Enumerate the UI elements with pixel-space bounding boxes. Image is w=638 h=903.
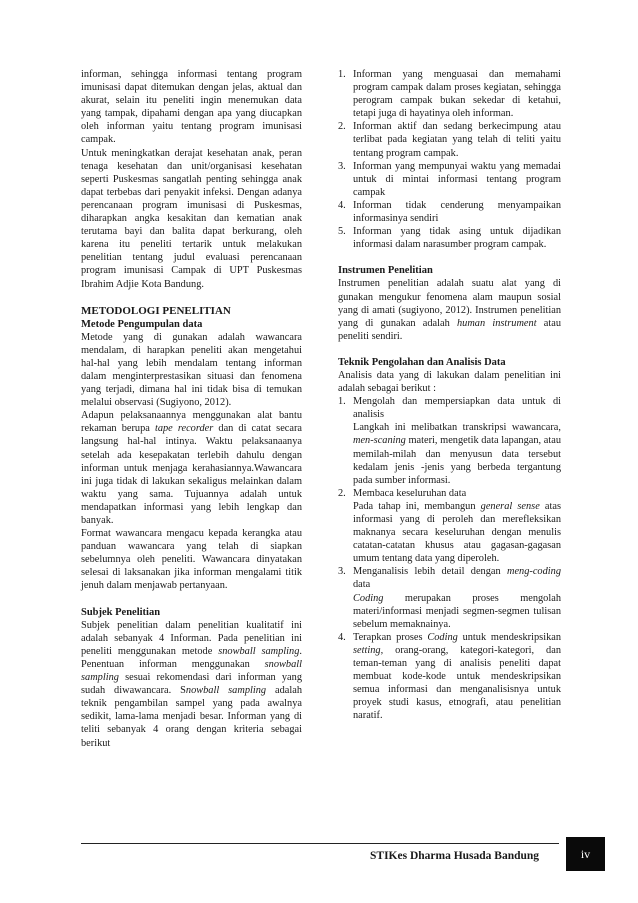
tape-recorder-term: tape recorder	[154, 423, 214, 435]
methodology-heading: METODOLOGI PENELITIAN	[81, 304, 231, 317]
list-item: 1. Informan yang menguasai dan memahami program campak dalam proses kegiatan, sehingga perogram campak bukan sekedar di ketahui, tetapi juga di hayatinya oleh informan.	[338, 69, 561, 120]
background-paragraph: Untuk meningkatkan derajat kesehatan anak, peran tenaga kesehatan dan unit/organisasi kesehatan seperti Puskesmas sangatlah penting sehingga anak dapat terbebas dari penyakit infeksi. Dengan adanya perencanaan program imunisasi di Puskesmas, diharapkan angka kesakitan dan kematian anak terutama bayi dan balita dapat berkurang, oleh karena itu peneliti tertarik untuk melakukan penelitian tentang judul evaluasi perencanaan program imunisasi Campak di UPT Puskesmas Ibrahim Adjie Kota Bandung.	[81, 147, 302, 290]
list-item: 4. Terapkan proses Coding untuk mendeskripsikan setting, orang-orang, kategori-kategori, dan teman-teman yang di analisis peneliti dapat membuat kode-kode untuk mendeskripsikan semua informasi dan menganalisisnya untuk proyek studi kasus, etnografi, atau penelitian naratif.	[338, 631, 562, 722]
footer-divider	[81, 843, 559, 844]
intro-paragraph: informan, sehingga informasi tentang program imunisasi dapat ditemukan dengan jelas, aktual dan akurat, selain itu peneliti ingin menemukan data yang tampak, dipahami dengan apa yang diucapkan oleh informan yaitu tentang program imunisasi campak.	[81, 69, 302, 146]
list-item: 5. Informan yang tidak asing untuk dijadikan informasi dalam narasumber program campak.	[338, 226, 561, 251]
list-item: 2. Informan aktif dan sedang berkecimpung atau terlibat pada kegiatan yang telah di teliti yaitu tentang program campak.	[338, 121, 561, 159]
method-paragraph-2: Adapun pelaksanaannya menggunakan alat bantu rekaman berupa tape recorder dan di catat secara langsung hal-hal intinya. Waktu pelaksanaanya setelah ada kesepakatan terlebih dahulu dengan informan untuk menjaga kerahasiannya.Wawancara ini juga tidak di lakukan sekaligus melainkan dalam waktu yang sama. Tujuannya adalah untuk mendapatkan informasi yang lebih lengkap dan banyak.	[81, 410, 303, 526]
list-item: 3. Menganalisis lebih detail dengan meng-coding data Coding merupakan proses mengolah materi/informasi menjadi segmen-segmen tulisan sebelum memaknainya.	[338, 566, 561, 630]
method-paragraph-1: Metode yang di gunakan adalah wawancara mendalam, di harapkan peneliti akan mengetahui hal-hal yang lebih mendalam tentang informan dalam menginterprestasikan situasi dan fenomena yang terjadi, dimana hal ini tidak bisa di temukan melalui observasi (Sugiyono, 2012).	[81, 331, 302, 409]
analysis-heading: Teknik Pengolahan dan Analisis Data	[338, 356, 506, 368]
instrument-paragraph: Instrumen penelitian adalah suatu alat yang di gunakan mengukur fenomena alam maupun sosial yang di amati (sugiyono, 2012). Instrumen penelitian yang di gunakan adalah human instrument atau peneliti sendiri.	[338, 278, 561, 342]
right-column	[338, 68, 561, 723]
informant-criteria-list	[338, 68, 561, 251]
list-item: 3. Informan yang mempunyai waktu yang memadai untuk di mintai informasi tentang program campak	[338, 160, 561, 198]
analysis-steps-list	[338, 395, 561, 722]
page-number: iv	[580, 846, 591, 861]
list-item: 2. Membaca keseluruhan data Pada tahap ini, membangun general sense atas informasi yang di peroleh dan merefleksikan maknanya secara keseluruhan dengan menulis catatan-catatan khusus atau gagasan-gagasan umum tentang data yang diperoleh.	[338, 487, 562, 565]
data-collection-heading: Metode Pengumpulan data	[81, 318, 203, 330]
analysis-intro: Analisis data yang di lakukan dalam penelitian ini adalah sebagai berikut :	[338, 369, 561, 395]
page-number-badge	[566, 837, 605, 871]
method-paragraph-3: Format wawancara mengacu kepada kerangka atau panduan wawancara yang telah di siapkan sebelumnya oleh peneliti. Wawancara dinyatakan selesai di laksanakan jika informan mengalami titik jenuh dalam menjawab pertanyaan.	[81, 528, 302, 592]
left-column	[81, 68, 302, 750]
subject-paragraph: Subjek penelitian dalam penelitian kualitatif ini adalah sebanyak 4 Informan. Pada penelitian ini peneliti menggunakan metode snowball sampling. Penentuan informan menggunakan snowball sampling sesuai rekomendasi dari informan yang sudah diwawancara. Snowball sampling adalah teknik pengambilan sampel yang pada awalnya sedikit, lama-lama menjadi besar. Informan yang di teliti sebanyak 4 orang dengan kriteria sebagai berikut	[81, 619, 303, 749]
instrument-heading: Instrumen Penelitian	[338, 265, 433, 277]
human-instrument-term: human instrument	[456, 317, 537, 329]
subject-heading: Subjek Penelitian	[81, 606, 161, 618]
list-item: 4. Informan tidak cenderung menyampaikan informasinya sendiri	[338, 199, 561, 225]
footer-institution: STIKes Dharma Husada Bandung	[370, 850, 540, 862]
list-item: 1. Mengolah dan mempersiapkan data untuk di analisis Langkah ini melibatkan transkripsi wawancara, men-scaning materi, mengetik data lapangan, atau memilah-milah dan menyusun data tersebut kedalam jenis -jenis yang berbeda tergantung pada sumber informasi.	[338, 396, 561, 486]
